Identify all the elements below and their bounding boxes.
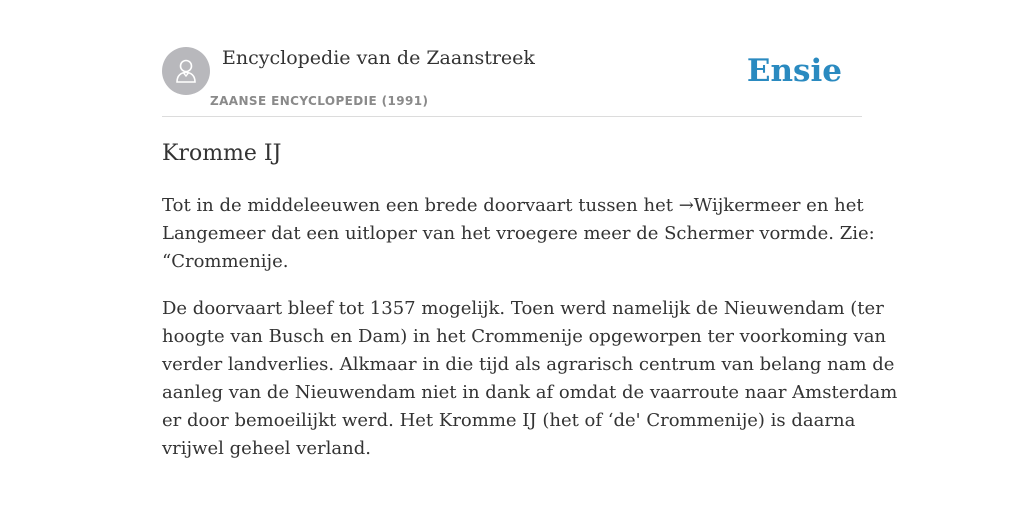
article-paragraph-2: [162, 295, 898, 463]
paragraph-line: vrijwel geheel verland.: [162, 438, 371, 459]
source-title[interactable]: Encyclopedie van de Zaanstreek: [222, 47, 535, 69]
paragraph-line: aanleg van de Nieuwendam niet in dank af omdat de vaarroute naar Amsterdam: [162, 382, 898, 403]
article-paragraph-1: [162, 192, 875, 276]
cross-reference-link[interactable]: [679, 195, 801, 216]
paragraph-line: De doorvaart bleef tot 1357 mogelijk. Toen werd namelijk de Nieuwendam (ter: [162, 298, 884, 319]
paragraph-text: en het: [800, 195, 864, 216]
paragraph-line: [162, 192, 862, 220]
arrow-right-icon: →: [678, 195, 694, 216]
article-title: Kromme IJ: [162, 141, 282, 166]
paragraph-line: verder landverlies. Alkmaar in die tijd als agrarisch centrum van belang nam de: [162, 354, 895, 375]
article: [162, 138, 898, 463]
brand-logo[interactable]: Ensie: [746, 53, 842, 89]
paragraph-text: Tot in de middeleeuwen een brede doorvaart tussen het: [162, 195, 679, 216]
paragraph-line: “Crommenije.: [162, 251, 289, 272]
paragraph-line: er door bemoeilijkt werd. Het Kromme IJ (het of ‘de' Crommenije) is daarna: [162, 410, 856, 431]
avatar[interactable]: [162, 47, 210, 95]
source-header: [162, 46, 862, 117]
user-icon: [172, 57, 200, 85]
paragraph-line: hoogte van Busch en Dam) in het Crommenije opgeworpen ter voorkoming van: [162, 326, 887, 347]
paragraph-line: Langemeer dat een uitloper van het vroegere meer de Schermer vormde. Zie:: [162, 223, 875, 244]
cross-reference-label: Wijkermeer: [693, 195, 801, 216]
source-subtitle: ZAANSE ENCYCLOPEDIE (1991): [210, 94, 429, 108]
